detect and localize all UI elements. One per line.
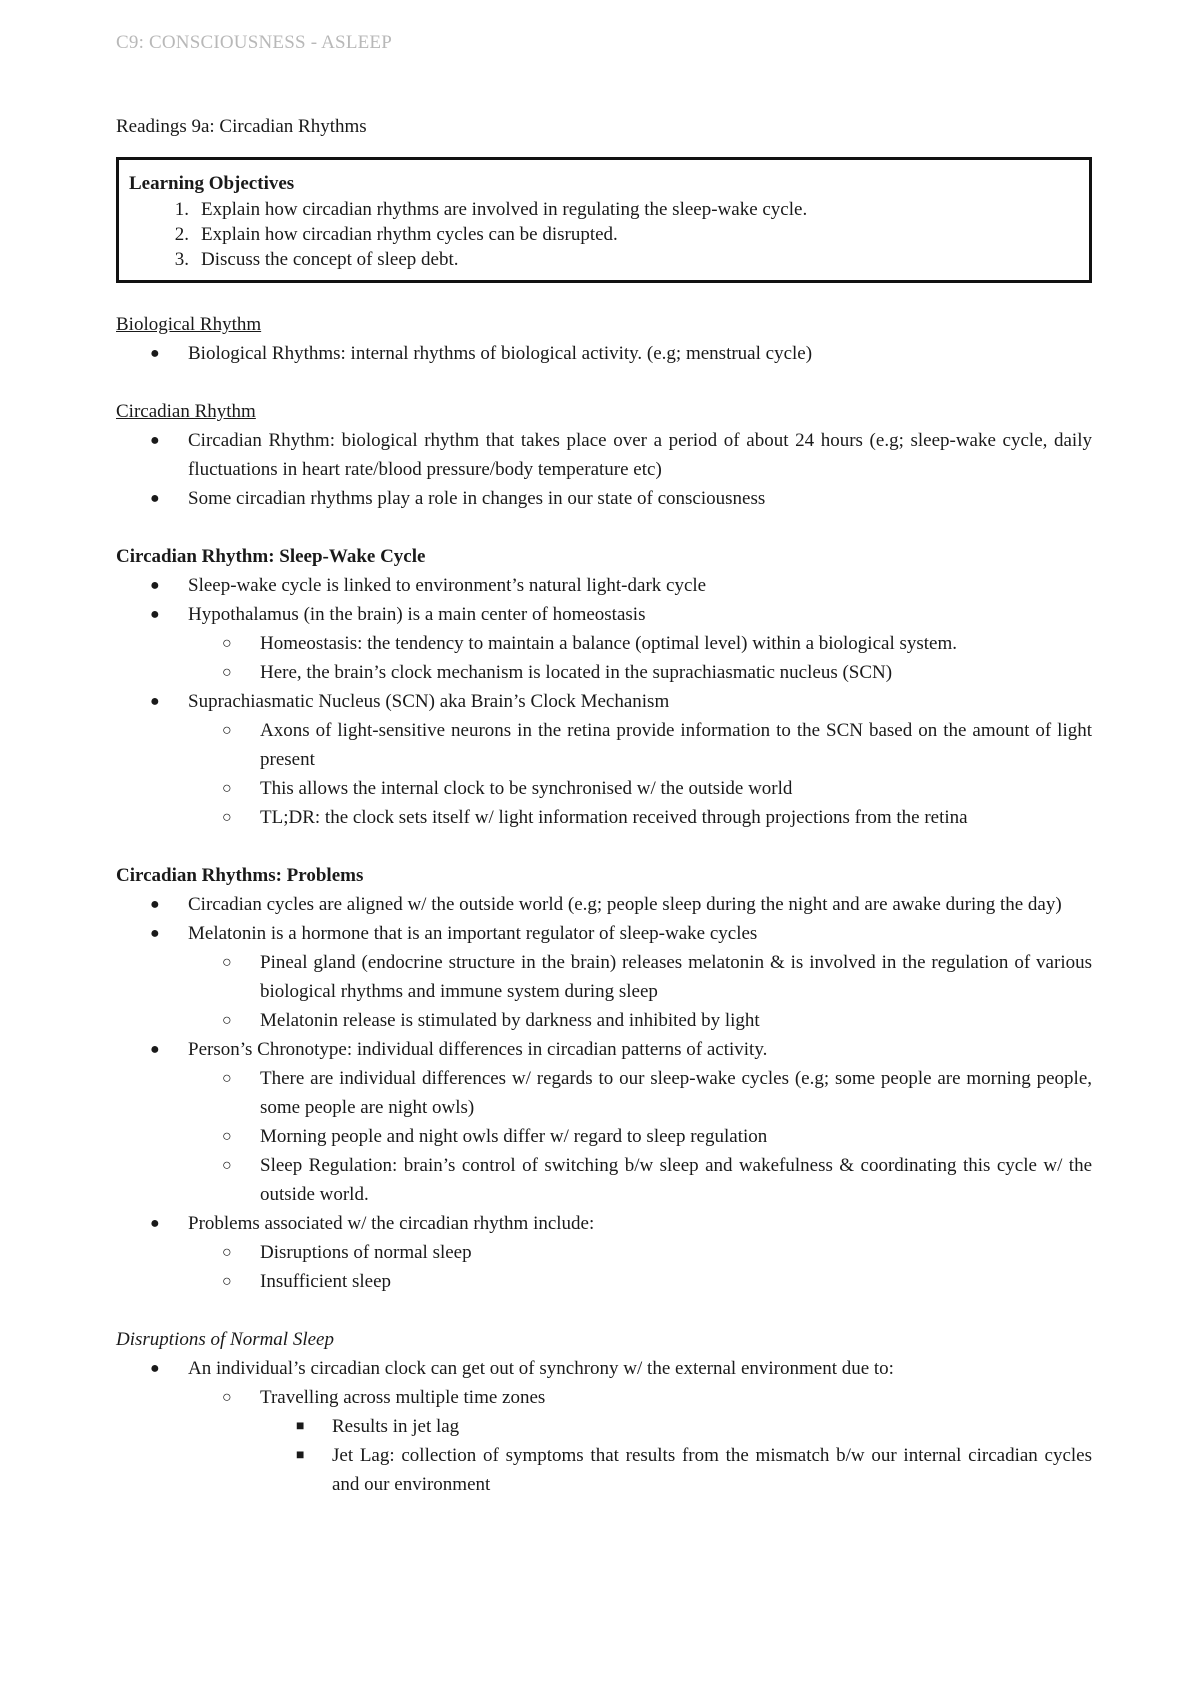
sub-list-item xyxy=(188,1267,1092,1296)
circle-bullet-icon: ○ xyxy=(222,635,232,652)
objective-item xyxy=(129,197,1077,222)
bullet-icon: ● xyxy=(150,345,160,362)
circle-bullet-icon: ○ xyxy=(222,780,232,797)
sub-list-item xyxy=(188,1383,1092,1499)
list-item xyxy=(116,890,1092,919)
sub-list-item xyxy=(188,1122,1092,1151)
section-circadian-problems xyxy=(116,861,1092,1296)
list-item-text: An individual’s circadian clock can get out of synchrony w/ the external environment due to: xyxy=(188,1358,894,1379)
sub-list-item xyxy=(188,1006,1092,1035)
list-item xyxy=(116,1035,1092,1209)
section-heading: Disruptions of Normal Sleep xyxy=(116,1329,334,1350)
bullet-icon: ● xyxy=(150,1041,160,1058)
circle-bullet-icon: ○ xyxy=(222,1273,232,1290)
objective-text: Explain how circadian rhythm cycles can be disrupted. xyxy=(201,224,618,245)
sub-list-item xyxy=(188,658,1092,687)
list-item-text: Circadian cycles are aligned w/ the outside world (e.g; people sleep during the night and are awake during the day) xyxy=(188,894,1062,915)
circle-bullet-icon: ○ xyxy=(222,664,232,681)
sub-list xyxy=(188,1383,1092,1499)
bullet-icon: ● xyxy=(150,1360,160,1377)
sub-list-item xyxy=(188,1064,1092,1122)
bullet-list xyxy=(116,1354,1092,1499)
sub-item-text: There are individual differences w/ regards to our sleep-wake cycles (e.g; some people are morning people, some people are night owls) xyxy=(260,1068,1092,1118)
objective-item xyxy=(129,247,1077,272)
section-circadian-rhythm xyxy=(116,397,1092,513)
list-item-text: Sleep-wake cycle is linked to environment’s natural light-dark cycle xyxy=(188,575,707,596)
sub-list-item xyxy=(188,774,1092,803)
sub-list-item xyxy=(188,1238,1092,1267)
document-body xyxy=(116,112,1092,1528)
bullet-icon: ● xyxy=(150,896,160,913)
objective-number: 3. xyxy=(174,249,189,270)
sub-list xyxy=(188,1238,1092,1296)
list-item-text: Some circadian rhythms play a role in changes in our state of consciousness xyxy=(188,488,766,509)
sub-list-item xyxy=(188,629,1092,658)
bullet-icon: ● xyxy=(150,432,160,449)
bullet-list xyxy=(116,339,1092,368)
bullet-icon: ● xyxy=(150,490,160,507)
sub-item-text: Here, the brain’s clock mechanism is located in the suprachiasmatic nucleus (SCN) xyxy=(260,662,893,683)
sub-list-item xyxy=(188,803,1092,832)
section-heading: Biological Rhythm xyxy=(116,314,262,335)
circle-bullet-icon: ○ xyxy=(222,1070,232,1087)
list-item-text: Circadian Rhythm: biological rhythm that takes place over a period of about 24 hours (e.g; sleep-wake cycle, daily fluctuations in heart rate/blood pressure/body temperature etc) xyxy=(188,430,1092,480)
learning-objectives-box xyxy=(116,157,1092,283)
sub-item-text: Sleep Regulation: brain’s control of switching b/w sleep and wakefulness & coordinating this cycle w/ the outside world. xyxy=(260,1155,1092,1205)
bullet-list xyxy=(116,890,1092,1296)
bullet-icon: ● xyxy=(150,1215,160,1232)
list-item-text: Problems associated w/ the circadian rhythm include: xyxy=(188,1213,595,1234)
circle-bullet-icon: ○ xyxy=(222,722,232,739)
list-item-text: Biological Rhythms: internal rhythms of biological activity. (e.g; menstrual cycle) xyxy=(188,343,813,364)
section-heading: Circadian Rhythm: Sleep-Wake Cycle xyxy=(116,546,426,567)
list-item xyxy=(116,919,1092,1035)
list-item-text: Melatonin is a hormone that is an important regulator of sleep-wake cycles xyxy=(188,923,758,944)
sub-sub-item-text: Jet Lag: collection of symptoms that results from the mismatch b/w our internal circadian cycles and our environment xyxy=(332,1445,1092,1495)
sub-item-text: Pineal gland (endocrine structure in the brain) releases melatonin & is involved in the regulation of various biological rhythms and immune system during sleep xyxy=(260,952,1092,1002)
list-item xyxy=(116,600,1092,687)
bullet-list xyxy=(116,571,1092,832)
objective-text: Explain how circadian rhythms are involved in regulating the sleep-wake cycle. xyxy=(201,199,808,220)
objective-number: 2. xyxy=(174,224,189,245)
circle-bullet-icon: ○ xyxy=(222,1389,232,1406)
list-item xyxy=(116,339,1092,368)
objective-text: Discuss the concept of sleep debt. xyxy=(201,249,459,270)
circle-bullet-icon: ○ xyxy=(222,1157,232,1174)
list-item xyxy=(116,571,1092,600)
bullet-icon: ● xyxy=(150,693,160,710)
sub-list xyxy=(188,1064,1092,1209)
section-sleep-wake-cycle xyxy=(116,542,1092,832)
list-item xyxy=(116,1354,1092,1499)
sub-sub-item-text: Results in jet lag xyxy=(332,1416,460,1437)
list-item xyxy=(116,484,1092,513)
list-item-text: Suprachiasmatic Nucleus (SCN) aka Brain’s Clock Mechanism xyxy=(188,691,670,712)
sub-item-text: Homeostasis: the tendency to maintain a balance (optimal level) within a biological system. xyxy=(260,633,958,654)
sub-item-text: Insufficient sleep xyxy=(260,1271,392,1292)
bullet-icon: ● xyxy=(150,606,160,623)
square-bullet-icon: ■ xyxy=(296,1419,305,1434)
sub-list-item xyxy=(188,1151,1092,1209)
sub-list xyxy=(188,629,1092,687)
sub-list-item xyxy=(188,948,1092,1006)
sub-item-text: Morning people and night owls differ w/ regard to sleep regulation xyxy=(260,1126,768,1147)
bullet-list xyxy=(116,426,1092,513)
section-disruptions-normal-sleep xyxy=(116,1325,1092,1499)
section-biological-rhythm xyxy=(116,310,1092,368)
objective-item xyxy=(129,222,1077,247)
objective-number: 1. xyxy=(174,199,189,220)
objectives-title: Learning Objectives xyxy=(129,173,295,194)
circle-bullet-icon: ○ xyxy=(222,809,232,826)
sub-sub-list xyxy=(260,1412,1092,1499)
circle-bullet-icon: ○ xyxy=(222,1012,232,1029)
square-bullet-icon: ■ xyxy=(296,1448,305,1463)
list-item xyxy=(116,687,1092,832)
list-item-text: Person’s Chronotype: individual differences in circadian patterns of activity. xyxy=(188,1039,768,1060)
list-item xyxy=(116,1209,1092,1296)
circle-bullet-icon: ○ xyxy=(222,1128,232,1145)
section-heading: Circadian Rhythm xyxy=(116,401,256,422)
circle-bullet-icon: ○ xyxy=(222,1244,232,1261)
bullet-icon: ● xyxy=(150,577,160,594)
sub-item-text: Travelling across multiple time zones xyxy=(260,1387,546,1408)
sub-item-text: TL;DR: the clock sets itself w/ light information received through projections from the retina xyxy=(260,807,968,828)
objectives-list xyxy=(129,197,1077,272)
circle-bullet-icon: ○ xyxy=(222,954,232,971)
sub-item-text: This allows the internal clock to be synchronised w/ the outside world xyxy=(260,778,793,799)
section-heading: Circadian Rhythms: Problems xyxy=(116,865,364,886)
bullet-icon: ● xyxy=(150,925,160,942)
sub-sub-list-item xyxy=(260,1412,1092,1441)
sub-list xyxy=(188,948,1092,1035)
sub-item-text: Disruptions of normal sleep xyxy=(260,1242,472,1263)
sub-list-item xyxy=(188,716,1092,774)
list-item-text: Hypothalamus (in the brain) is a main center of homeostasis xyxy=(188,604,646,625)
sub-sub-list-item xyxy=(260,1441,1092,1499)
list-item xyxy=(116,426,1092,484)
sub-item-text: Melatonin release is stimulated by darkness and inhibited by light xyxy=(260,1010,760,1031)
sub-list xyxy=(188,716,1092,832)
page-title: Readings 9a: Circadian Rhythms xyxy=(116,116,367,137)
running-header: C9: CONSCIOUSNESS - ASLEEP xyxy=(116,32,393,53)
sub-item-text: Axons of light-sensitive neurons in the retina provide information to the SCN based on the amount of light present xyxy=(260,720,1092,770)
